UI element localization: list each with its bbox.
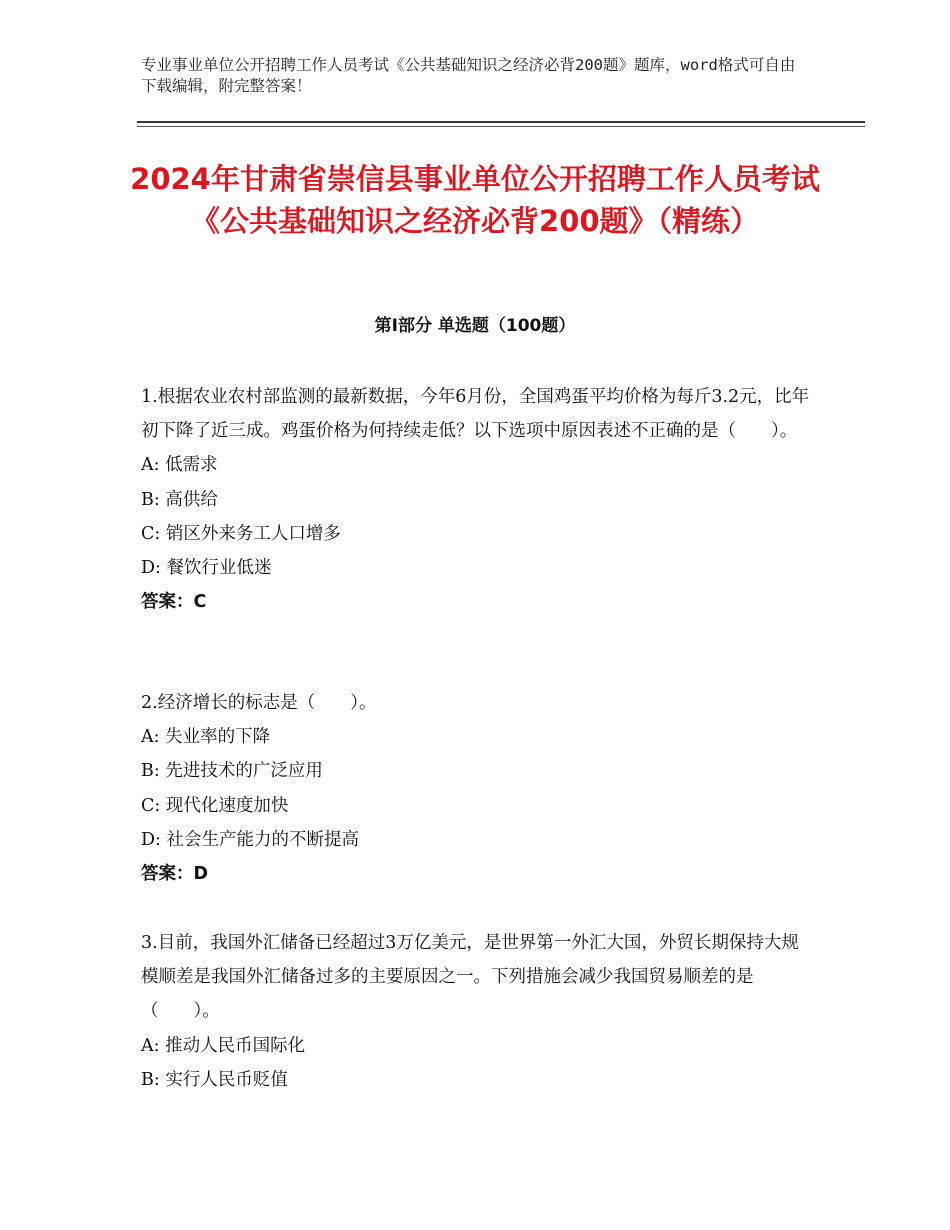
- question-stem: 2.经济增长的标志是（ ）。: [141, 693, 377, 713]
- option-a: A: 推动人民币国际化: [141, 1035, 306, 1056]
- option-a: A: 失业率的下降: [141, 727, 271, 748]
- header-divider-thin: [137, 126, 865, 127]
- answer: 答案：C: [141, 592, 207, 613]
- option-c: C: 现代化速度加快: [141, 795, 289, 816]
- question-3: [141, 926, 811, 1097]
- option-b: B: 先进技术的广泛应用: [141, 761, 323, 782]
- question-stem: 3.目前，我国外汇储备已经超过3万亿美元，是世界第一外汇大国，外贸长期保持大规模顺差是我国外汇储备过多的主要原因之一。下列措施会减少我国贸易顺差的是（ ）。: [141, 933, 799, 1022]
- header-divider-thick: [137, 121, 865, 123]
- question-stem: 1.根据农业农村部监测的最新数据，今年6月份，全国鸡蛋平均价格为每斤3.2元，比年初下降了近三成。鸡蛋价格为何持续走低？以下选项中原因表述不正确的是（ ）。: [141, 387, 810, 442]
- document-title: 2024年甘肃省崇信县事业单位公开招聘工作人员考试《公共基础知识之经济必背200题》（精练）: [130, 162, 820, 238]
- header-note: 专业事业单位公开招聘工作人员考试《公共基础知识之经济必背200题》题库，word格式可自由下载编辑，附完整答案！: [141, 56, 796, 95]
- option-b: B: 高供给: [141, 489, 218, 510]
- option-d: D: 社会生产能力的不断提高: [141, 829, 359, 850]
- question-1: [141, 380, 811, 619]
- option-c: C: 销区外来务工人口增多: [141, 523, 341, 544]
- section-title: 第Ⅰ部分 单选题（100题）: [374, 316, 576, 336]
- option-b: B: 实行人民币贬值: [141, 1069, 288, 1090]
- option-d: D: 餐饮行业低迷: [141, 558, 272, 579]
- question-2: [141, 686, 811, 891]
- answer: 答案：D: [141, 864, 209, 885]
- option-a: A: 低需求: [141, 455, 218, 476]
